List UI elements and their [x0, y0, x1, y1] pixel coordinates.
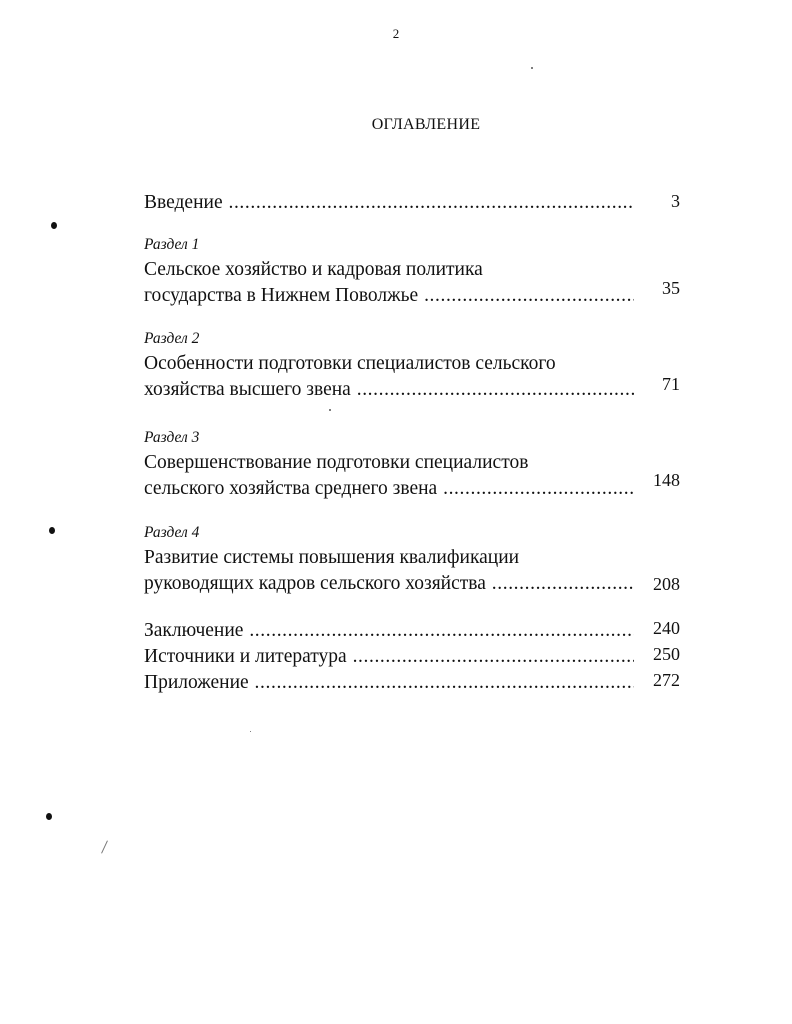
section-2-page: 71 — [662, 374, 680, 394]
section-4-title-line2 — [144, 572, 634, 596]
toc-entry-sources-label: Источники и литература — [144, 646, 347, 667]
section-1-title-line2 — [144, 284, 634, 308]
toc-entry-conclusion-label: Заключение — [144, 620, 244, 641]
toc-entry-intro-page: 3 — [671, 191, 680, 211]
scan-speck — [329, 409, 331, 411]
toc-entry-sources — [144, 645, 634, 669]
section-1-title-line1 — [144, 258, 634, 282]
section-3-title-line1 — [144, 451, 634, 475]
binder-hole-mark — [51, 222, 57, 229]
section-2-title-line2-text: хозяйства высшего звена — [144, 379, 351, 400]
scan-scratch — [101, 840, 108, 853]
section-1-label: Раздел 1 — [144, 236, 200, 253]
scan-speck — [531, 67, 533, 69]
section-4-label: Раздел 4 — [144, 524, 200, 541]
section-2-label: Раздел 2 — [144, 330, 200, 347]
section-2-title-line1-text: Особенности подготовки специалистов сельского — [144, 353, 556, 374]
section-3-page: 148 — [653, 470, 680, 490]
toc-entry-conclusion-page: 240 — [653, 618, 680, 638]
section-2-title-line1 — [144, 352, 634, 376]
section-4-page: 208 — [653, 574, 680, 594]
toc-entry-conclusion — [144, 619, 634, 643]
toc-entry-appendix-label: Приложение — [144, 672, 249, 693]
toc-entry-appendix-page: 272 — [653, 670, 680, 690]
toc-entry-intro — [144, 191, 634, 215]
section-1-title-line1-text: Сельское хозяйство и кадровая политика — [144, 259, 483, 280]
binder-hole-mark — [49, 527, 55, 534]
toc-title: ОГЛАВЛЕНИЕ — [371, 116, 481, 133]
section-1-page: 35 — [662, 278, 680, 298]
toc-entry-intro-label: Введение — [144, 192, 223, 213]
toc-entry-appendix — [144, 671, 634, 695]
section-4-title-line1-text: Развитие системы повышения квалификации — [144, 547, 520, 568]
section-4-title-line2-text: руководящих кадров сельского хозяйства — [144, 573, 486, 594]
page-number: 2 — [392, 26, 400, 41]
section-4-title-line1 — [144, 546, 634, 570]
section-1-title-line2-text: государства в Нижнем Поволжье — [144, 285, 419, 306]
section-2-title-line2 — [144, 378, 634, 402]
scan-speck — [250, 731, 251, 732]
section-3-label: Раздел 3 — [144, 429, 200, 446]
toc-entry-sources-page: 250 — [653, 644, 680, 664]
binder-hole-mark — [46, 813, 52, 820]
section-3-title-line1-text: Совершенствование подготовки специалистов — [144, 452, 529, 473]
section-3-title-line2-text: сельского хозяйства среднего звена — [144, 478, 438, 499]
section-3-title-line2 — [144, 477, 634, 501]
